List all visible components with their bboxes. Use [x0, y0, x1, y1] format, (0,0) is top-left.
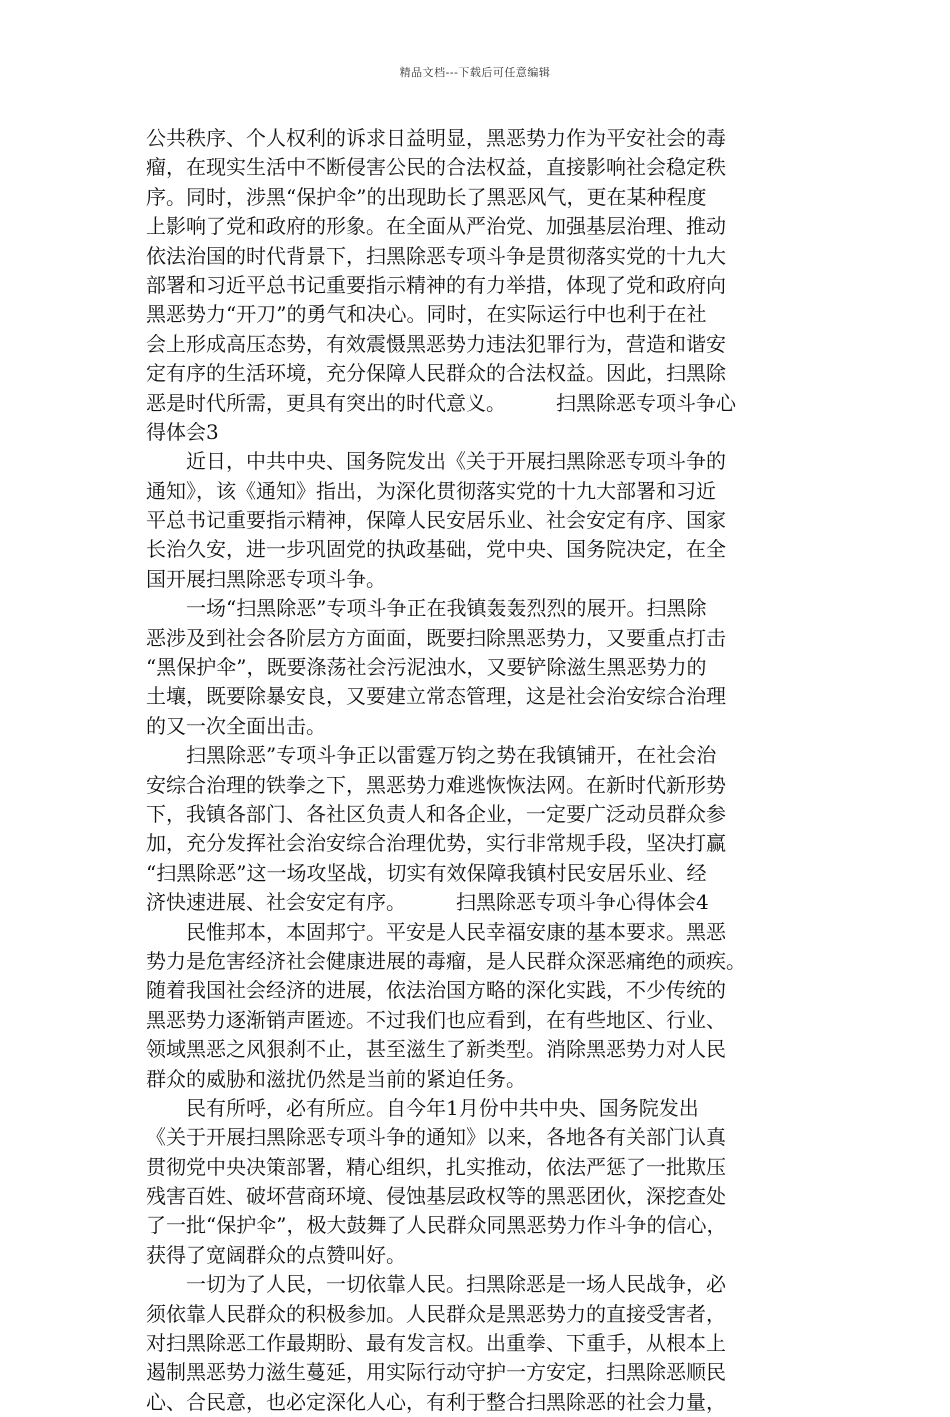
text-line: 的又一次全面出击。 [146, 713, 326, 738]
text-line: 心、合民意，也必定深化人心，有利于整合扫黑除恶的社会力量， [146, 1389, 726, 1414]
text-line: 上影响了党和政府的形象。在全面从严治党、加强基层治理、推动 [146, 214, 726, 239]
text-line: 长治久安，进一步巩固党的执政基础，党中央、国务院决定，在全 [146, 537, 726, 562]
text-line: 一切为了人民，一切依靠人民。扫黑除恶是一场人民战争，必 [146, 1272, 726, 1297]
text-line: 《关于开展扫黑除恶专项斗争的通知》以来，各地各有关部门认真 [146, 1125, 726, 1150]
text-line: 领域黑恶之风狠刹不止，甚至滋生了新类型。消除黑恶势力对人民 [146, 1037, 726, 1062]
text-line: 公共秩序、个人权利的诉求日益明显，黑恶势力作为平安社会的毒 [146, 126, 726, 150]
text-line: “扫黑除恶”这一场攻坚战，切实有效保障我镇村民安居乐业、经 [146, 860, 707, 885]
text-line: 安综合治理的铁拳之下，黑恶势力难逃恢恢法网。在新时代新形势 [146, 772, 726, 797]
text-line: 部署和习近平总书记重要指示精神的有力举措，体现了党和政府向 [146, 272, 726, 297]
text-line: 恶是时代所需，更具有突出的时代意义。 扫黑除恶专项斗争心 [146, 390, 736, 415]
text-line: 群众的威胁和滋扰仍然是当前的紧迫任务。 [146, 1066, 526, 1091]
text-line: 遏制黑恶势力滋生蔓延，用实际行动守护一方安定，扫黑除恶顺民 [146, 1360, 726, 1385]
text-line: 黑恶势力“开刀”的勇气和决心。同时，在实际运行中也利于在社 [146, 302, 707, 327]
text-line: 贯彻党中央决策部署，精心组织，扎实推动，依法严惩了一批欺压 [146, 1154, 726, 1179]
text-line: 得体会3 [146, 419, 219, 444]
text-line: 黑恶势力逐渐销声匿迹。不过我们也应看到，在有些地区、行业、 [146, 1007, 726, 1032]
text-line: 恶涉及到社会各阶层方方面面，既要扫除黑恶势力，又要重点打击 [146, 625, 726, 650]
text-line: 国开展扫黑除恶专项斗争。 [146, 566, 386, 591]
page-header: 精品文档---下载后可任意编辑 [399, 66, 551, 79]
text-line: 民惟邦本，本固邦宁。平安是人民幸福安康的基本要求。黑恶 [146, 919, 726, 944]
text-line: 依法治国的时代背景下，扫黑除恶专项斗争是贯彻落实党的十九大 [146, 243, 726, 268]
text-line: 民有所呼，必有所应。自今年1月份中共中央、国务院发出 [146, 1095, 699, 1120]
text-line: 会上形成高压态势，有效震慑黑恶势力违法犯罪行为，营造和谐安 [146, 331, 726, 356]
text-line: 加，充分发挥社会治安综合治理优势，实行非常规手段，坚决打赢 [146, 831, 726, 856]
text-line: 获得了宽阔群众的点赞叫好。 [146, 1242, 406, 1267]
text-line: 济快速进展、社会安定有序。 扫黑除恶专项斗争心得体会4 [146, 890, 709, 915]
text-line: 定有序的生活环境，充分保障人民群众的合法权益。因此，扫黑除 [146, 361, 726, 386]
text-line: 平总书记重要指示精神，保障人民安居乐业、社会安定有序、国家 [146, 508, 726, 533]
text-line: 对扫黑除恶工作最期盼、最有发言权。出重拳、下重手，从根本上 [146, 1331, 726, 1356]
text-line: 势力是危害经济社会健康进展的毒瘤，是人民群众深恶痛绝的顽疾。 [146, 948, 746, 973]
text-line: 须依靠人民群众的积极参加。人民群众是黑恶势力的直接受害者， [146, 1301, 726, 1326]
text-line: 残害百姓、破坏营商环境、侵蚀基层政权等的黑恶团伙，深挖查处 [146, 1184, 726, 1209]
text-line: 序。同时，涉黑“保护伞”的出现助长了黑恶风气，更在某种程度 [146, 184, 707, 209]
document-body [146, 124, 806, 1417]
text-line: 土壤，既要除暴安良，又要建立常态管理，这是社会治安综合治理 [146, 684, 726, 709]
text-line: 通知》，该《通知》指出，为深化贯彻落实党的十九大部署和习近 [146, 478, 716, 503]
text-line: 近日，中共中央、国务院发出《关于开展扫黑除恶专项斗争的 [146, 449, 726, 474]
text-line: 随着我国社会经济的进展，依法治国方略的深化实践，不少传统的 [146, 978, 726, 1003]
text-line: 了一批“保护伞”，极大鼓舞了人民群众同黑恶势力作斗争的信心， [146, 1213, 727, 1238]
text-line: 一场“扫黑除恶”专项斗争正在我镇轰轰烈烈的展开。扫黑除 [146, 596, 707, 621]
text-line: 瘤，在现实生活中不断侵害公民的合法权益，直接影响社会稳定秩 [146, 155, 726, 180]
text-line: 下，我镇各部门、各社区负责人和各企业，一定要广泛动员群众参 [146, 801, 726, 826]
text-line: “黑保护伞”，既要涤荡社会污泥浊水，又要铲除滋生黑恶势力的 [146, 655, 707, 680]
text-line: 扫黑除恶”专项斗争正以雷霆万钧之势在我镇铺开，在社会治 [146, 743, 717, 768]
